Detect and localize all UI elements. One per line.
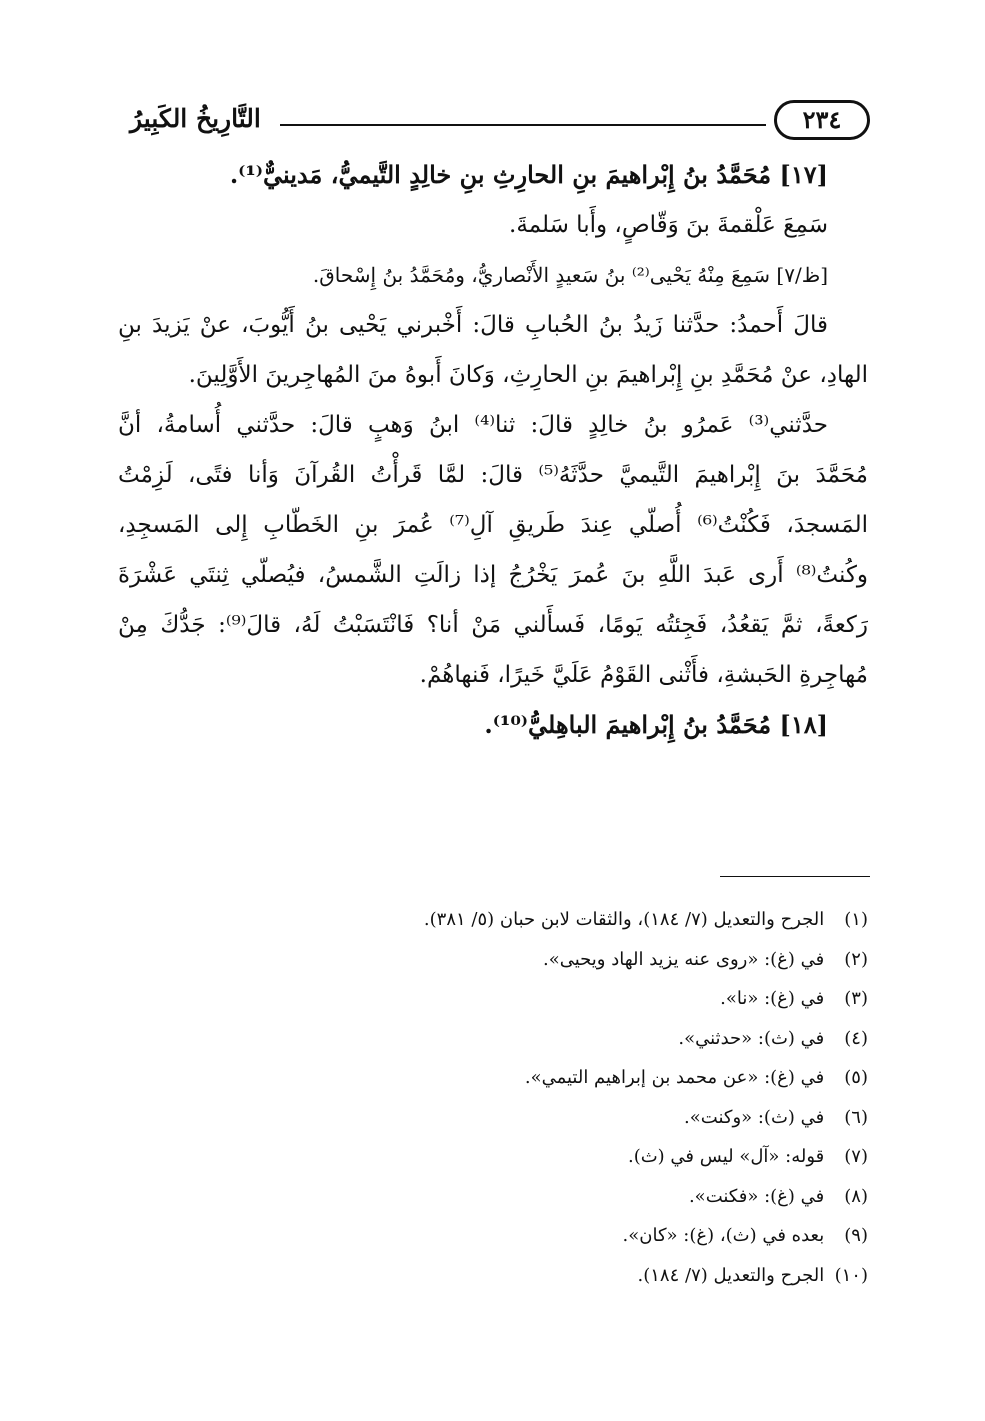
footnote [118,900,868,940]
text-line: مُحَمَّدَ بنَ إِبْراهيمَ التَّيميَّ حدَّثَهُ⁽⁵⁾ قالَ: لمَّا قَرأْتُ القُرآنَ وَأنا فتًى، لَزِمْتُ [118,462,868,488]
header-rule [280,124,766,126]
footnote-number: (٥) [844,1067,868,1088]
footnote-text: قوله: «آل» ليس في (ث). [627,1146,825,1167]
main-text [118,150,868,750]
footnote-number: (٣) [844,988,868,1009]
footnote-text: في (غ): «نا». [720,988,825,1009]
entry-heading-17: [١٧] مُحَمَّدُ بنُ إِبْراهيمَ بنِ الحارِثِ بنِ خالِدٍ التَّيميُّ، مَدينيٌّ⁽¹⁾. [229,160,828,189]
footnote-text: في (غ): «فكنت». [688,1185,825,1207]
entry-heading-18: [١٨] مُحَمَّدُ بنُ إِبْراهيمَ الباهِليُّ⁽¹⁰⁾. [484,710,828,739]
text-line: الهادِ، عنْ مُحَمَّدِ بنِ إِبْراهيمَ بنِ الحارِثِ، وَكانَ أَبوهُ منَ المُهاجِرينَ الأَوَّلِينَ. [188,362,868,388]
footnote [118,1216,868,1256]
footnote [118,1137,868,1177]
footnote-number: (٦) [844,1106,868,1128]
footnote-number: (١) [844,909,868,930]
footnotes [118,900,868,1295]
footnote-number: (٩) [844,1225,868,1246]
footnote [118,1019,868,1059]
page-number: ٢٣٤ [774,100,870,140]
footnote-number: (٨) [844,1185,868,1207]
footnote-text: بعده في (ث)، (غ): «كان». [622,1225,825,1246]
footnote [118,979,868,1019]
text-line: وكُنتُ⁽⁸⁾ أَرى عَبدَ اللَّهِ بنَ عُمرَ يَخْرُجُ إذا زالَتِ الشَّمسُ، فيُصلّي ثِنتَي عَشْرَةَ [118,562,868,588]
footnote-text: في (ث): «وكنت». [684,1106,825,1128]
text-line: رَكعةً، ثمَّ يَقعُدُ، فَجِئتُه يَومًا، فَسأَلني مَنْ أنا؟ فَانْتَسَبْتُ لَهُ، قالَ⁽⁹⁾: جَدُّكَ مِنْ [118,612,868,638]
footnote-separator [720,876,870,877]
footnote-text: الجرح والتعديل (٧/ ١٨٤)، والثقات لابن حبان (٥/ ٣٨١). [423,909,825,930]
footnote [118,1177,868,1217]
footnote [118,940,868,980]
footnote-number: (١٠) [834,1264,868,1286]
running-title: التَّارِيخُ الكَبِيرُ [130,104,261,133]
footnote-text: الجرح والتعديل (٧/ ١٨٤). [637,1264,825,1286]
text-line: [ظ/٧] سَمِعَ مِنْهُ يَحْيى⁽²⁾ بنُ سَعيدٍ الأَنْصاريُّ، ومُحَمَّدُ بنُ إِسْحاقَ. [312,263,828,287]
page-header [130,100,870,144]
footnote-number: (٤) [844,1027,868,1049]
footnote-text: في (غ): «عن محمد بن إبراهيم التيمي». [524,1067,825,1088]
text-line: سَمِعَ عَلْقمةَ بنَ وَقّاصٍ، وأَبا سَلمةَ. [509,212,828,238]
text-line: قالَ أَحمدُ: حدَّثنا زَيدُ بنُ الحُبابِ قالَ: أَخْبرني يَحْيى بنُ أَيُّوبَ، عنْ يَزيدَ بنِ [118,312,828,338]
footnote-number: (٧) [844,1146,868,1167]
footnote-number: (٢) [844,948,868,970]
footnote [118,1098,868,1138]
footnote [118,1058,868,1098]
text-line: مُهاجِرةِ الحَبشةِ، فأَثْنى القَوْمُ عَلَيَّ خَيرًا، فَنهاهُمْ. [419,662,868,688]
footnote [118,1256,868,1296]
text-line: المَسجدَ، فَكُنْتُ⁽⁶⁾ أُصلّي عِندَ طَريقِ آلِ⁽⁷⁾ عُمرَ بنِ الخَطّابِ إِلى المَسجِدِ، [118,512,868,538]
text-line: حدَّثني⁽³⁾ عَمرُو بنُ خالِدٍ قالَ: ثنا⁽⁴⁾ ابنُ وَهبٍ قالَ: حدَّثني أُسامةُ، أنَّ [118,412,828,438]
footnote-text: في (غ): «روى عنه يزيد الهاد ويحيى». [542,948,825,970]
footnote-text: في (ث): «حدثني». [678,1027,825,1049]
